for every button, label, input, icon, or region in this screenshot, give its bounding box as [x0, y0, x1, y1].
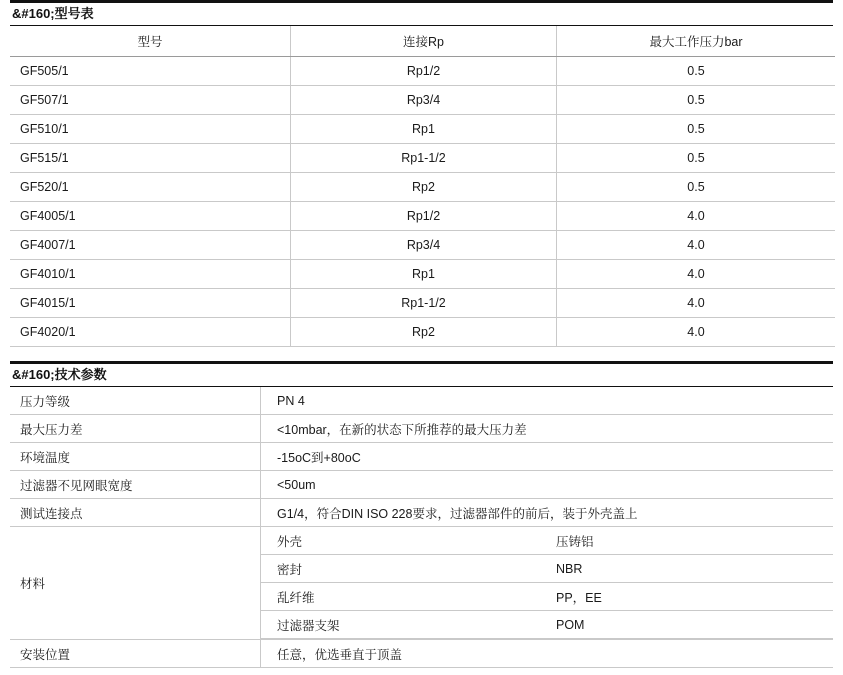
cell-max-pressure: 0.5 [557, 173, 836, 202]
table-row [10, 86, 835, 115]
material-name: 外壳 [261, 527, 552, 555]
cell-max-pressure: 0.5 [557, 115, 836, 144]
column-header-connection: 连接Rp [291, 26, 557, 57]
cell-max-pressure: 4.0 [557, 202, 836, 231]
section-heading-model-table: &#160;型号表 [10, 0, 833, 26]
left-margin [0, 0, 10, 675]
material-inner-table [261, 527, 833, 639]
cell-max-pressure: 4.0 [557, 289, 836, 318]
material-value: PP，EE [552, 583, 833, 611]
spec-value: <50um [261, 471, 834, 499]
cell-connection: Rp1-1/2 [291, 144, 557, 173]
material-list [261, 527, 834, 640]
cell-connection: Rp2 [291, 173, 557, 202]
cell-model: GF510/1 [10, 115, 291, 144]
cell-max-pressure: 4.0 [557, 231, 836, 260]
material-value: 压铸铝 [552, 527, 833, 555]
material-name: 乱纤维 [261, 583, 552, 611]
material-value: NBR [552, 555, 833, 583]
spec-label-material: 材料 [10, 527, 261, 640]
material-row [261, 583, 833, 611]
document-content [10, 0, 833, 668]
table-row [10, 57, 835, 86]
cell-model: GF4020/1 [10, 318, 291, 347]
cell-model: GF4010/1 [10, 260, 291, 289]
table-row [10, 115, 835, 144]
spec-label: 最大压力差 [10, 415, 261, 443]
cell-connection: Rp1 [291, 115, 557, 144]
cell-model: GF507/1 [10, 86, 291, 115]
spec-label: 测试连接点 [10, 499, 261, 527]
cell-model: GF515/1 [10, 144, 291, 173]
cell-max-pressure: 4.0 [557, 318, 836, 347]
spec-label: 过滤器不见网眼宽度 [10, 471, 261, 499]
cell-connection: Rp1 [291, 260, 557, 289]
cell-model: GF4015/1 [10, 289, 291, 318]
section-heading-tech-specs: &#160;技术参数 [10, 361, 833, 387]
table-row [10, 640, 833, 668]
table-row [10, 289, 835, 318]
cell-connection: Rp3/4 [291, 86, 557, 115]
cell-max-pressure: 4.0 [557, 260, 836, 289]
table-row [10, 260, 835, 289]
table-row [10, 443, 833, 471]
table-row [10, 499, 833, 527]
column-header-max-pressure: 最大工作压力bar [557, 26, 836, 57]
spec-value: G1/4，符合DIN ISO 228要求，过滤器部件的前后，装于外壳盖上 [261, 499, 834, 527]
spec-value: PN 4 [261, 387, 834, 415]
table-row [10, 144, 835, 173]
table-row [10, 173, 835, 202]
section-spacer [10, 347, 833, 361]
material-name: 过滤器支架 [261, 611, 552, 639]
cell-model: GF4007/1 [10, 231, 291, 260]
table-row-material [10, 527, 833, 640]
table-row [10, 202, 835, 231]
cell-connection: Rp1/2 [291, 202, 557, 231]
cell-max-pressure: 0.5 [557, 57, 836, 86]
spec-label: 压力等级 [10, 387, 261, 415]
table-row [10, 318, 835, 347]
column-header-model: 型号 [10, 26, 291, 57]
spec-label: 环境温度 [10, 443, 261, 471]
cell-connection: Rp2 [291, 318, 557, 347]
cell-max-pressure: 0.5 [557, 144, 836, 173]
spec-value: -15oC到+80oC [261, 443, 834, 471]
material-row [261, 527, 833, 555]
material-name: 密封 [261, 555, 552, 583]
table-row [10, 231, 835, 260]
cell-max-pressure: 0.5 [557, 86, 836, 115]
model-table [10, 26, 835, 347]
table-row [10, 387, 833, 415]
spec-label: 安装位置 [10, 640, 261, 668]
material-row [261, 555, 833, 583]
cell-model: GF520/1 [10, 173, 291, 202]
material-row [261, 611, 833, 639]
spec-value: <10mbar，在新的状态下所推荐的最大压力差 [261, 415, 834, 443]
cell-connection: Rp1-1/2 [291, 289, 557, 318]
spec-value: 任意，优选垂直于顶盖 [261, 640, 834, 668]
cell-model: GF505/1 [10, 57, 291, 86]
table-row [10, 471, 833, 499]
table-header-row [10, 26, 835, 57]
cell-connection: Rp3/4 [291, 231, 557, 260]
cell-connection: Rp1/2 [291, 57, 557, 86]
cell-model: GF4005/1 [10, 202, 291, 231]
tech-spec-table [10, 387, 833, 668]
material-value: POM [552, 611, 833, 639]
table-row [10, 415, 833, 443]
